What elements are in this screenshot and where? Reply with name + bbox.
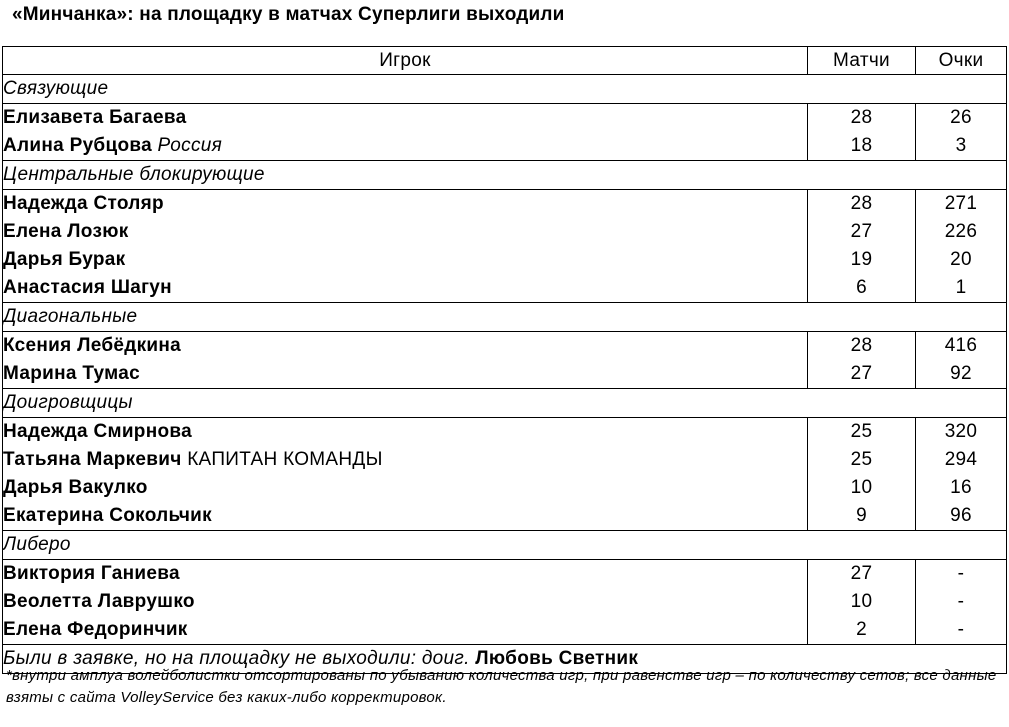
player-name: Елена Лозюк [3, 221, 129, 242]
player-name-cell [3, 332, 808, 361]
player-row [3, 274, 1007, 303]
player-row [3, 446, 1007, 474]
group-row [3, 161, 1007, 190]
group-row [3, 75, 1007, 104]
points-cell: - [916, 588, 1007, 616]
player-name-cell [3, 560, 808, 589]
player-name: Марина Тумас [3, 363, 140, 384]
player-name: Дарья Вакулко [3, 477, 148, 498]
matches-cell: 25 [808, 446, 916, 474]
matches-cell: 28 [808, 332, 916, 361]
not-played-prefix: Были в заявке, но на площадку не выходили: доиг. [3, 648, 470, 669]
header-points: Очки [916, 47, 1007, 75]
group-title: Либеро [3, 531, 1007, 560]
player-name: Елизавета Багаева [3, 107, 187, 128]
matches-cell: 28 [808, 190, 916, 219]
player-note: Россия [157, 135, 223, 156]
page-title: «Минчанка»: на площадку в матчах Суперлиги выходили [12, 4, 565, 25]
points-cell: 416 [916, 332, 1007, 361]
player-row [3, 360, 1007, 389]
player-name: Алина Рубцова [3, 135, 152, 156]
player-name-cell [3, 474, 808, 502]
player-row [3, 474, 1007, 502]
player-name-cell [3, 418, 808, 447]
points-cell: - [916, 560, 1007, 589]
player-row [3, 418, 1007, 447]
points-cell: 226 [916, 218, 1007, 246]
player-row [3, 190, 1007, 219]
points-cell: 320 [916, 418, 1007, 447]
matches-cell: 28 [808, 104, 916, 133]
player-row [3, 502, 1007, 531]
player-name-cell [3, 616, 808, 645]
player-row [3, 560, 1007, 589]
group-row [3, 303, 1007, 332]
matches-cell: 27 [808, 360, 916, 389]
player-name-cell [3, 274, 808, 303]
matches-cell: 25 [808, 418, 916, 447]
player-name: Анастасия Шагун [3, 277, 172, 298]
points-cell: 3 [916, 132, 1007, 161]
header-matches: Матчи [808, 47, 916, 75]
header-player: Игрок [3, 47, 808, 75]
table-header-row [3, 47, 1007, 75]
player-name: Дарья Бурак [3, 249, 126, 270]
player-name: Веолетта Лаврушко [3, 591, 195, 612]
matches-cell: 27 [808, 560, 916, 589]
player-row [3, 218, 1007, 246]
points-cell: 1 [916, 274, 1007, 303]
matches-cell: 2 [808, 616, 916, 645]
player-row [3, 104, 1007, 133]
player-name: Елена Федоринчик [3, 619, 188, 640]
footnote: *внутри амплуа волейболистки отсортированы по убыванию количества игр, при равенстве игр – по количеству сетов; все данные взяты с сайта VolleyService без каких-либо корректировок. [6, 667, 997, 706]
table-body [3, 75, 1007, 645]
points-cell: 16 [916, 474, 1007, 502]
matches-cell: 9 [808, 502, 916, 531]
player-name-cell [3, 446, 808, 474]
players-table [2, 46, 1007, 674]
group-title: Связующие [3, 75, 1007, 104]
player-note: КАПИТАН КОМАНДЫ [187, 449, 383, 470]
player-name-cell [3, 218, 808, 246]
player-name: Татьяна Маркевич [3, 449, 182, 470]
player-name-cell [3, 104, 808, 133]
matches-cell: 27 [808, 218, 916, 246]
player-row [3, 332, 1007, 361]
player-name: Надежда Смирнова [3, 421, 192, 442]
group-title: Центральные блокирующие [3, 161, 1007, 190]
player-row [3, 588, 1007, 616]
points-cell: 271 [916, 190, 1007, 219]
player-name: Екатерина Сокольчик [3, 505, 212, 526]
points-cell: 20 [916, 246, 1007, 274]
matches-cell: 18 [808, 132, 916, 161]
points-cell: 26 [916, 104, 1007, 133]
matches-cell: 19 [808, 246, 916, 274]
player-row [3, 246, 1007, 274]
player-name: Надежда Столяр [3, 193, 164, 214]
player-name: Виктория Ганиева [3, 563, 180, 584]
player-name-cell [3, 246, 808, 274]
points-cell: 92 [916, 360, 1007, 389]
player-name-cell [3, 132, 808, 161]
group-title: Доигровщицы [3, 389, 1007, 418]
matches-cell: 6 [808, 274, 916, 303]
group-row [3, 531, 1007, 560]
player-name-cell [3, 588, 808, 616]
player-name-cell [3, 190, 808, 219]
player-name-cell [3, 360, 808, 389]
matches-cell: 10 [808, 474, 916, 502]
player-name-cell [3, 502, 808, 531]
points-cell: 96 [916, 502, 1007, 531]
points-cell: 294 [916, 446, 1007, 474]
player-name: Ксения Лебёдкина [3, 335, 182, 356]
group-title: Диагональные [3, 303, 1007, 332]
player-row [3, 132, 1007, 161]
player-row [3, 616, 1007, 645]
points-cell: - [916, 616, 1007, 645]
matches-cell: 10 [808, 588, 916, 616]
not-played-player: Любовь Светник [475, 648, 639, 669]
group-row [3, 389, 1007, 418]
